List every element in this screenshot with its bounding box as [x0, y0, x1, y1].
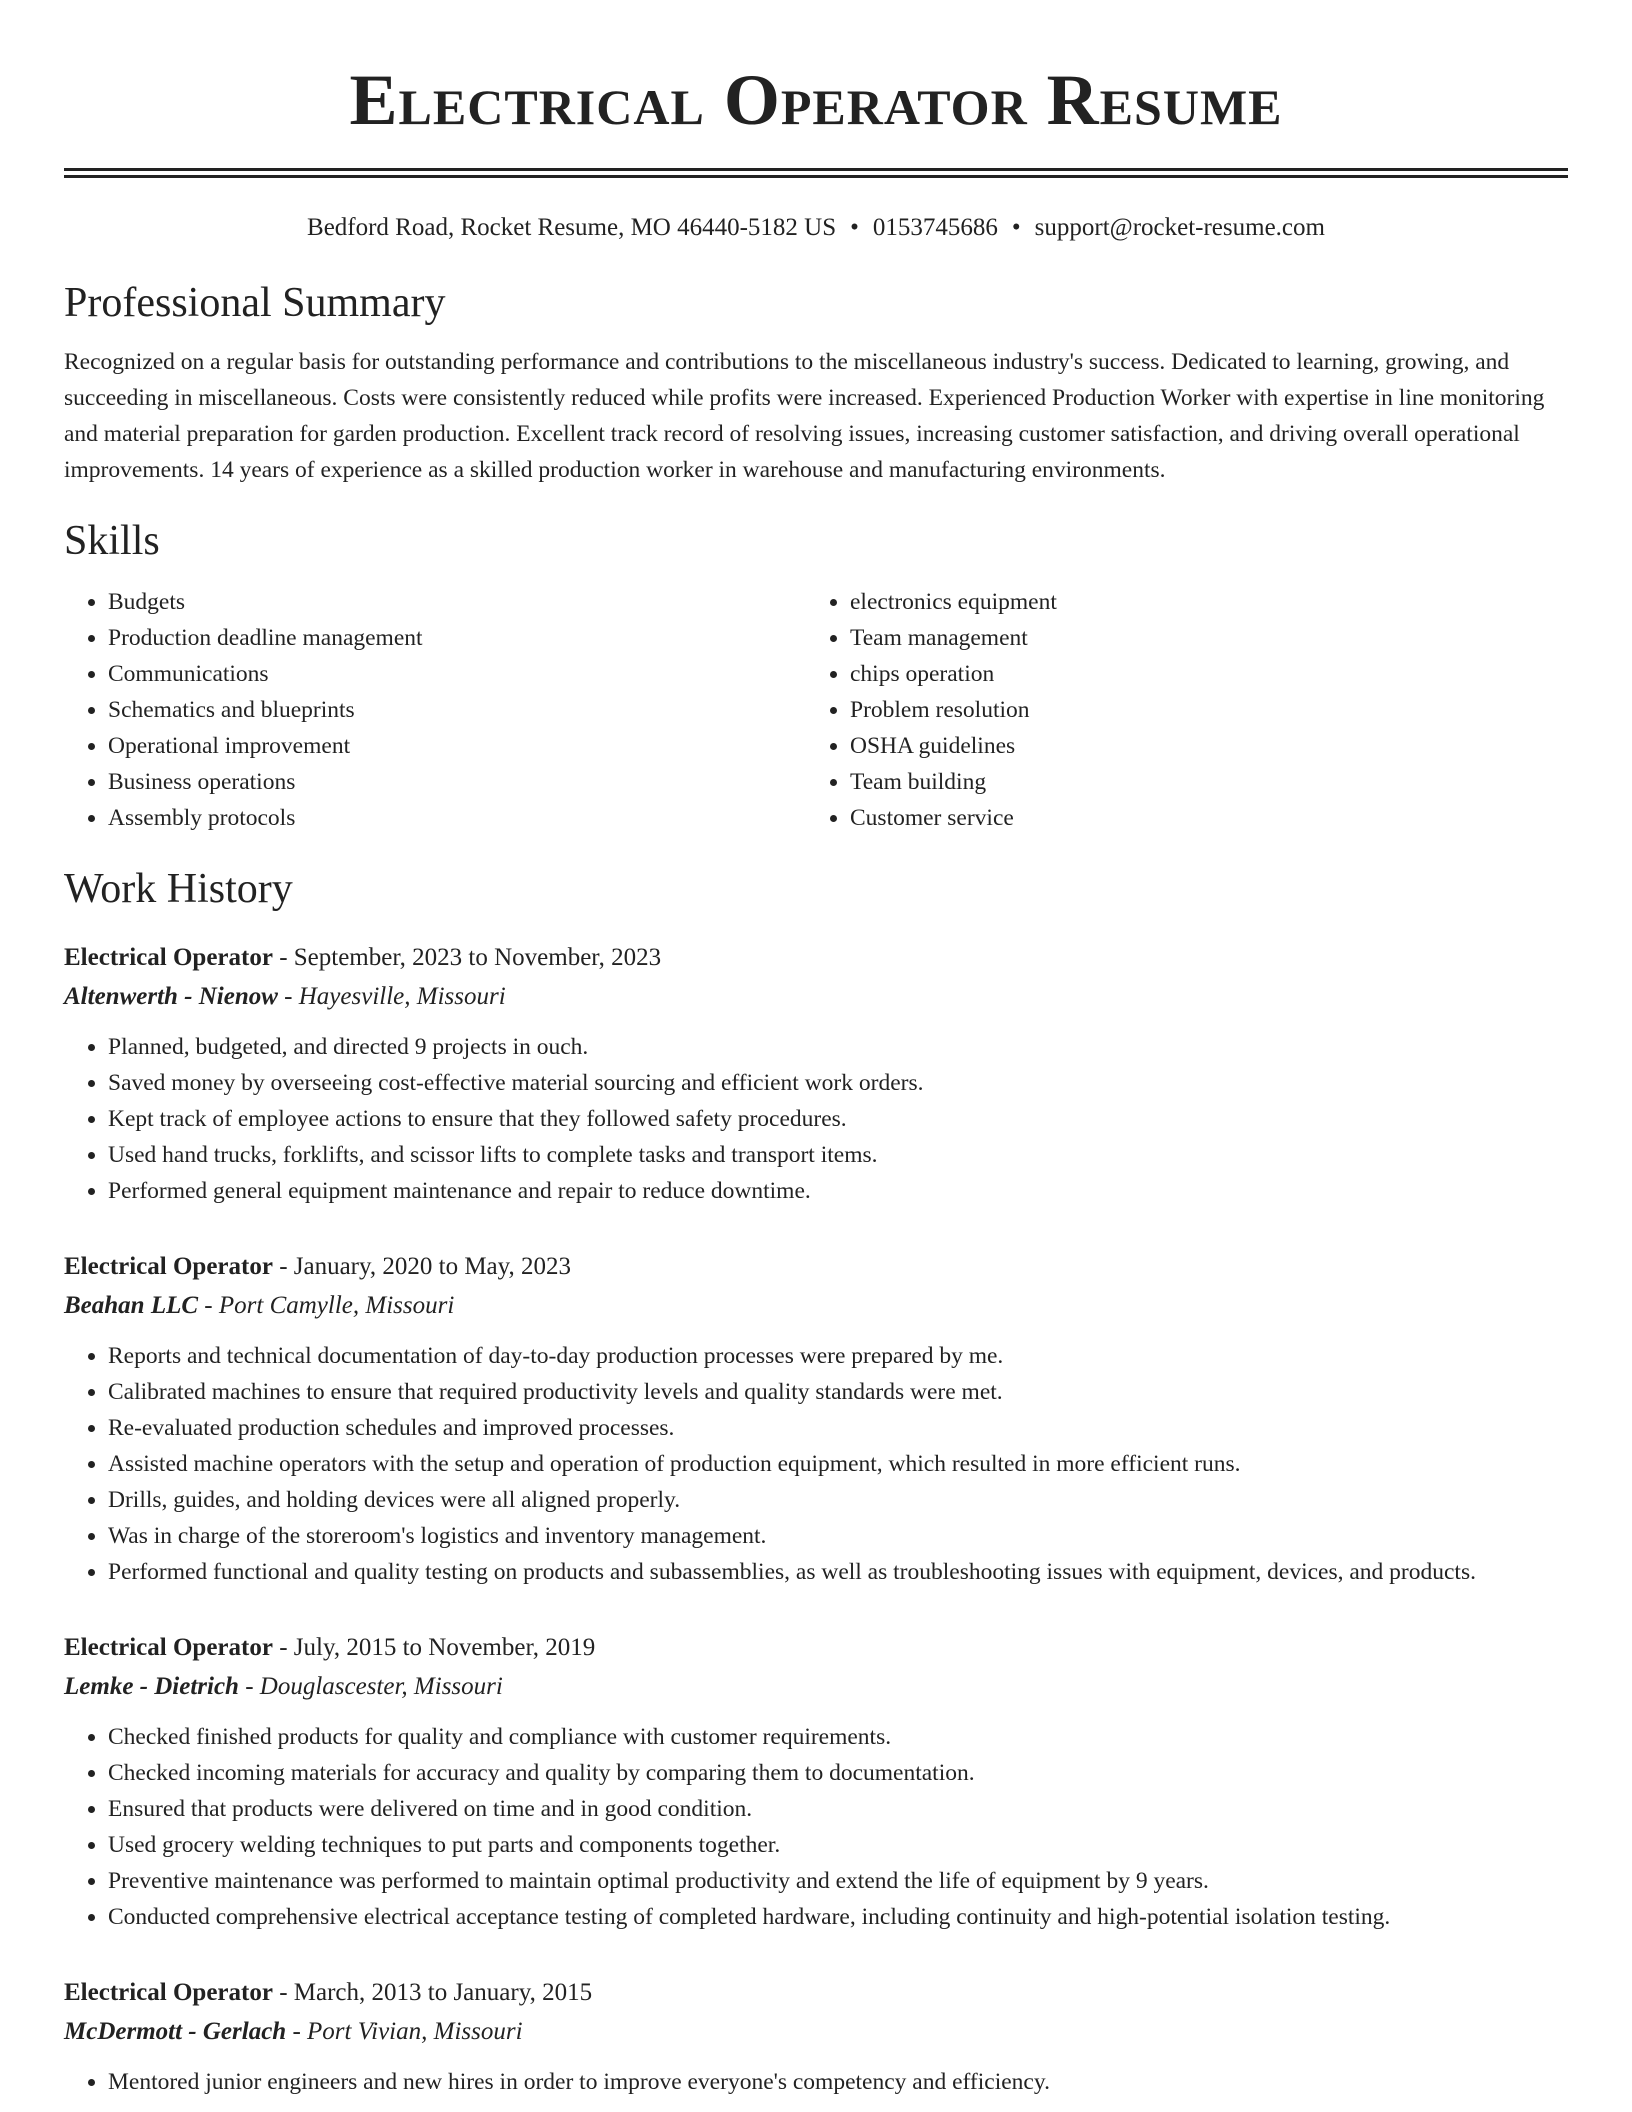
job-entry [64, 1975, 1568, 2100]
job-bullet: • Performed functional and quality testing on products and subassemblies, as well as troubleshooting issues with equipment, devices, and products. [108, 1554, 1568, 1590]
skill-item: • Customer service [850, 800, 1548, 836]
job-bullet: • Reports and technical documentation of day-to-day production processes were prepared by me. [108, 1338, 1568, 1374]
skills-right-list [806, 584, 1548, 836]
summary-heading: Professional Summary [64, 280, 446, 326]
job-title-line [64, 1630, 1568, 1666]
job-company-line [64, 1288, 1568, 1324]
job-bullet: • Used hand trucks, forklifts, and scissor lifts to complete tasks and transport items. [108, 1137, 1568, 1173]
job-bullet: • Kept track of employee actions to ensure that they followed safety procedures. [108, 1101, 1568, 1137]
job-bullet: • Preventive maintenance was performed to maintain optimal productivity and extend the life of equipment by 9 years. [108, 1863, 1568, 1899]
job-bullet: • Checked incoming materials for accuracy and quality by comparing them to documentation. [108, 1755, 1568, 1791]
job-bullets [64, 1719, 1568, 1935]
job-bullet: • Assisted machine operators with the setup and operation of production equipment, which resulted in more efficient runs. [108, 1446, 1568, 1482]
skills-heading: Skills [64, 518, 160, 564]
job-dates: - March, 2013 to January, 2015 [272, 1979, 593, 2006]
skill-item: • Team management [850, 620, 1548, 656]
job-company: Lemke - Dietrich [64, 1673, 239, 1700]
job-company-line [64, 1669, 1568, 1705]
skill-item: • Schematics and blueprints [108, 692, 806, 728]
job-title: Electrical Operator [64, 1634, 273, 1661]
job-bullet: • Performed general equipment maintenance and repair to reduce downtime. [108, 1173, 1568, 1209]
skill-item: • electronics equipment [850, 584, 1548, 620]
contact-line [64, 212, 1568, 244]
skill-item: • OSHA guidelines [850, 728, 1548, 764]
job-title-line [64, 1249, 1568, 1285]
job-location: - Hayesville, Missouri [277, 983, 506, 1010]
job-bullet: • Re-evaluated production schedules and improved processes. [108, 1410, 1568, 1446]
contact-email: support@rocket-resume.com [1034, 214, 1325, 241]
job-bullets [64, 1029, 1568, 1209]
job-bullets [64, 2064, 1568, 2100]
job-entry [64, 1630, 1568, 1935]
job-dates: - September, 2023 to November, 2023 [272, 944, 662, 971]
job-company-line [64, 2014, 1568, 2050]
job-dates: - January, 2020 to May, 2023 [272, 1253, 572, 1280]
job-title: Electrical Operator [64, 944, 273, 971]
work-history-heading: Work History [64, 866, 293, 912]
job-bullet: • Drills, guides, and holding devices were all aligned properly. [108, 1482, 1568, 1518]
resume-page [64, 0, 1568, 2100]
skill-item: • Production deadline management [108, 620, 806, 656]
title-double-rule [64, 168, 1568, 178]
job-company: McDermott - Gerlach [64, 2018, 287, 2045]
skill-item: • Budgets [108, 584, 806, 620]
job-bullet: • Calibrated machines to ensure that required productivity levels and quality standards were met. [108, 1374, 1568, 1410]
contact-address: Bedford Road, Rocket Resume, MO 46440-5182 US [307, 214, 837, 241]
skills-left-list [64, 584, 806, 836]
job-title: Electrical Operator [64, 1979, 273, 2006]
job-bullet: • Checked finished products for quality and compliance with customer requirements. [108, 1719, 1568, 1755]
skill-item: • Communications [108, 656, 806, 692]
job-title-line [64, 1975, 1568, 2011]
skill-item: • Problem resolution [850, 692, 1548, 728]
job-bullet: • Used grocery welding techniques to put parts and components together. [108, 1827, 1568, 1863]
page-title: Electrical Operator Resume [349, 60, 1283, 140]
job-bullet: • Planned, budgeted, and directed 9 projects in ouch. [108, 1029, 1568, 1065]
skill-item: • Business operations [108, 764, 806, 800]
job-entry [64, 1249, 1568, 1590]
job-entry [64, 940, 1568, 1209]
job-company: Beahan LLC [64, 1292, 199, 1319]
skill-item: • Team building [850, 764, 1548, 800]
job-bullet: • Mentored junior engineers and new hires in order to improve everyone's competency and efficiency. [108, 2064, 1568, 2100]
job-location: - Port Vivian, Missouri [286, 2018, 523, 2045]
skill-item: • chips operation [850, 656, 1548, 692]
job-bullet: • Conducted comprehensive electrical acceptance testing of completed hardware, including continuity and high-potential isolation testing. [108, 1899, 1568, 1935]
job-bullets [64, 1338, 1568, 1590]
skill-item: • Assembly protocols [108, 800, 806, 836]
contact-separator: • [850, 214, 859, 241]
job-bullet: • Ensured that products were delivered on time and in good condition. [108, 1791, 1568, 1827]
job-bullet: • Saved money by overseeing cost-effective material sourcing and efficient work orders. [108, 1065, 1568, 1101]
job-location: - Douglascester, Missouri [238, 1673, 503, 1700]
job-company: Altenwerth - Nienow [64, 983, 278, 1010]
job-location: - Port Camylle, Missouri [198, 1292, 455, 1319]
job-dates: - July, 2015 to November, 2019 [272, 1634, 596, 1661]
summary-text: Recognized on a regular basis for outstanding performance and contributions to the miscellaneous industry's success. Dedicated to learning, growing, and succeeding in miscellaneous. Costs were consistently reduced while profits were increased. Experienced Production Worker with expertise in line monitoring and material preparation for garden production. Excellent track record of resolving issues, increasing customer satisfaction, and driving overall operational improvements. 14 years of experience as a skilled production worker in warehouse and manufacturing environments. [64, 349, 1545, 483]
contact-separator: • [1011, 214, 1021, 241]
skill-item: • Operational improvement [108, 728, 806, 764]
job-bullet: • Was in charge of the storeroom's logistics and inventory management. [108, 1518, 1568, 1554]
skills-columns [64, 584, 1568, 836]
contact-phone: 0153745686 [872, 214, 998, 241]
job-company-line [64, 979, 1568, 1015]
job-title-line [64, 940, 1568, 976]
job-title: Electrical Operator [64, 1253, 273, 1280]
